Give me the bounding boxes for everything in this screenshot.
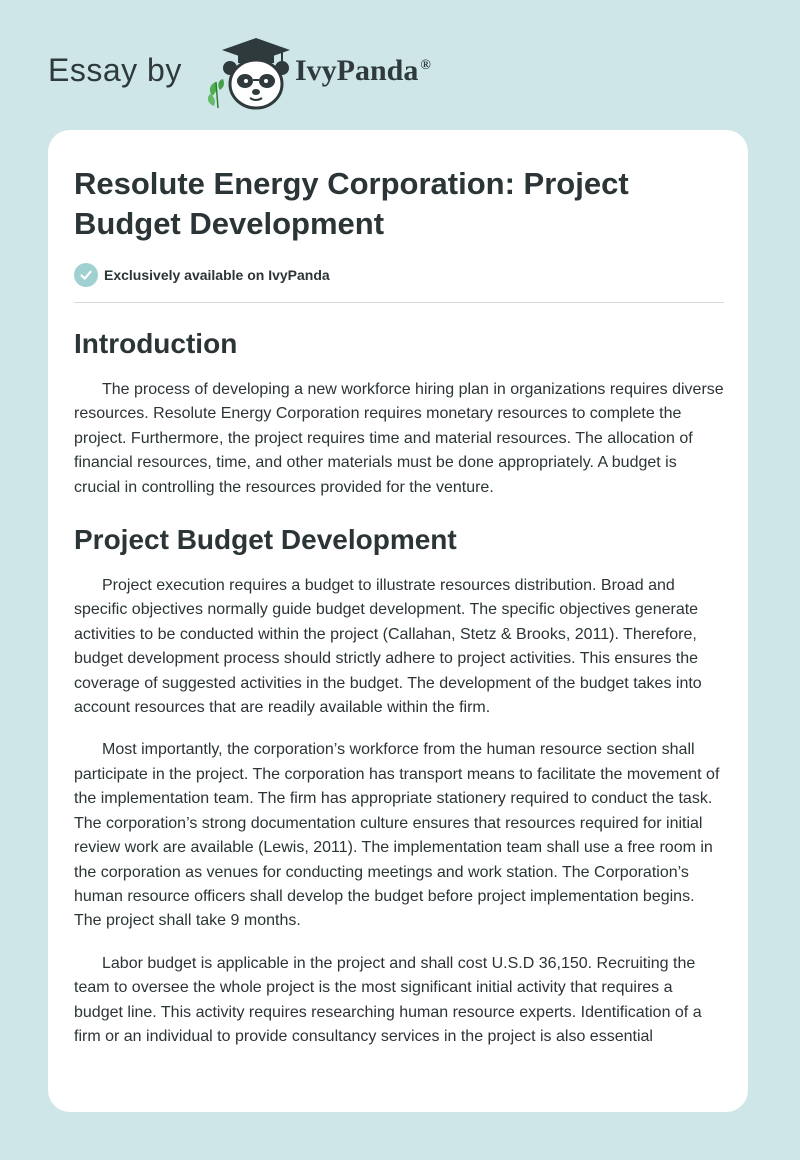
paragraph: The process of developing a new workforce hiring plan in organizations requires diverse resources. Resolute Energy Corporation requires monetary resources to complete the project. Furthermore, the project requires time and material resources. The allocation of financial resources, time, and other materials must be done appropriately. A budget is crucial in controlling the resources provided for the venture. <box>74 381 724 496</box>
exclusive-badge <box>74 262 330 288</box>
essay-card <box>48 130 748 1112</box>
title-divider <box>74 302 724 303</box>
panda-logo-icon[interactable] <box>200 34 290 112</box>
essay-title: Resolute Energy Corporation: Project Budget Development <box>74 166 629 241</box>
brand-name: IvyPanda ® <box>295 54 431 87</box>
paragraph: Project execution requires a budget to illustrate resources distribution. Broad and specific objectives normally guide budget development. The specific objectives generate activities to be conducted within the project (Callahan, Stetz & Brooks, 2011). Therefore, budget development process should strictly adhere to project activities. This ensures the coverage of suggested activities in the budget. The development of the budget takes into account resources that are readily available within the firm. <box>74 577 702 717</box>
brand-prefix: Essay by <box>48 52 182 88</box>
paragraph: Labor budget is applicable in the project and shall cost U.S.D 36,150. Recruiting the team to oversee the whole project is the most significant initial activity that requires a budget line. This activity requires researching human resource experts. Identification of a firm or an individual to provide consultancy services in the project is also essential <box>74 954 702 1045</box>
brand-header <box>48 30 508 110</box>
section-heading-introduction: Introduction <box>74 328 238 359</box>
section-heading-project-budget-development: Project Budget Development <box>74 524 457 556</box>
essay-body <box>74 322 724 1067</box>
exclusive-label: Exclusively available on IvyPanda <box>104 267 330 283</box>
paragraph: Most importantly, the corporation’s workforce from the human resource section shall participate in the project. The corporation has transport means to facilitate the movement of the implementation team. The firm has appropriate stationery required to conduct the task. The corporation’s strong documentation culture ensures that resources required for initial review work are available (Lewis, 2011). The implementation team shall use a free room in the corporation as venues for conducting meetings and work station. The Corporation’s human resource officers shall develop the budget before project implementation begins. The project shall take 9 months. <box>74 741 720 930</box>
check-icon <box>74 263 98 287</box>
